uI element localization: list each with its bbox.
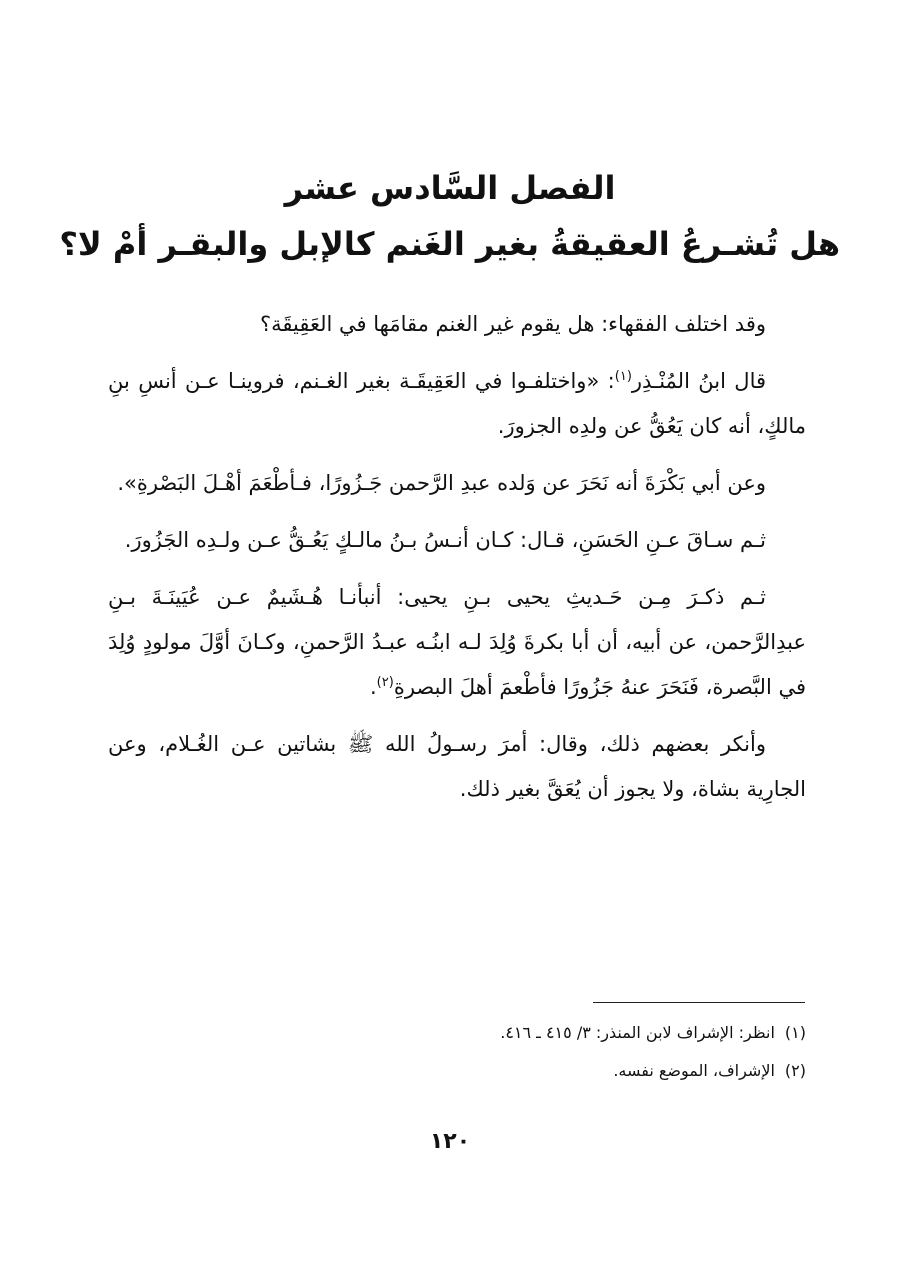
paragraph-5-text-end: .	[369, 675, 377, 699]
footnote-2-text: الإشراف، الموضع نفسه.	[613, 1061, 775, 1080]
paragraph-3	[108, 461, 806, 506]
paragraph-6	[108, 722, 806, 812]
paragraph-2-text-start: قال ابنُ المُنْـذِر	[631, 369, 767, 393]
paragraph-5	[108, 575, 806, 710]
paragraph-5-text-start: ثـم ذكـرَ مِـن حَـديثِ يحيى بـنِ يحيى: أنبأنـا هُـشَيمٌ عـن عُيَينَـةَ بـنِ عبدِالرَّحمن، عن أبيه، أن أبا بكرةَ وُلِدَ لـه ابنُـه عبـدُ الرَّحمنِ، وكـانَ أوَّلَ مولودٍ وُلِدَ في البَّصرة، فَنَحَرَ عنهُ جَزُورًا فأطْعمَ أهلَ البصرةِ	[108, 585, 806, 699]
footnotes	[108, 1014, 806, 1090]
paragraph-2-text-end: : «واختلفـوا في العَقِيقَـة بغير الغـنم، فروينـا عـن أنسِ بنِ مالكٍ، أنه كان يَعُقُّ عن ولدِه الجزورَ.	[108, 369, 806, 438]
paragraph-2	[108, 359, 806, 449]
footnote-1	[108, 1014, 806, 1052]
paragraph-1	[108, 302, 806, 347]
footnote-2	[108, 1052, 806, 1090]
paragraph-4-text: ثـم سـاقَ عـنِ الحَسَنِ، قـال: كـان أنـسُ بـنُ مالـكٍ يَعُـقُّ عـن ولـدِه الجَزُورَ.	[124, 528, 766, 552]
paragraph-1-text: وقد اختلف الفقهاء: هل يقوم غير الغنم مقامَها في العَقِيقَة؟	[260, 312, 766, 336]
footnote-1-text: انظر: الإشراف لابن المنذر: ٣/ ٤١٥ ـ ٤١٦.	[500, 1023, 775, 1042]
paragraph-6-text: وأنكر بعضهم ذلك، وقال: أمرَ رسـولُ الله ﷺ بشاتين عـن الغُـلام، وعن الجارِية بشاة، ولا يجوز أن يُعَقَّ بغير ذلك.	[108, 732, 806, 801]
page-number: ١٢٠	[429, 1129, 471, 1154]
paragraph-3-text: وعن أبي بَكْرَةَ أنه نَحَرَ عن وَلده عبدِ الرَّحمن جَـزُورًا، فـأطْعَمَ أهْـلَ البَصْرةِ».	[117, 471, 766, 495]
chapter-subtitle: هل تُشـرعُ العقيقةُ بغير الغَنم كالإبل والبقـر أمْ لا؟	[59, 225, 840, 263]
paragraph-4	[108, 518, 806, 563]
chapter-heading	[60, 160, 840, 272]
footnote-divider	[593, 1002, 805, 1003]
footnote-ref-2: (٢)	[376, 675, 394, 690]
footnote-ref-1: (١)	[614, 369, 632, 384]
body-text	[108, 302, 806, 824]
footnote-2-number: (٢)	[784, 1061, 806, 1080]
footnote-1-number: (١)	[784, 1023, 806, 1042]
chapter-title: الفصل السَّادس عشر	[284, 169, 616, 207]
